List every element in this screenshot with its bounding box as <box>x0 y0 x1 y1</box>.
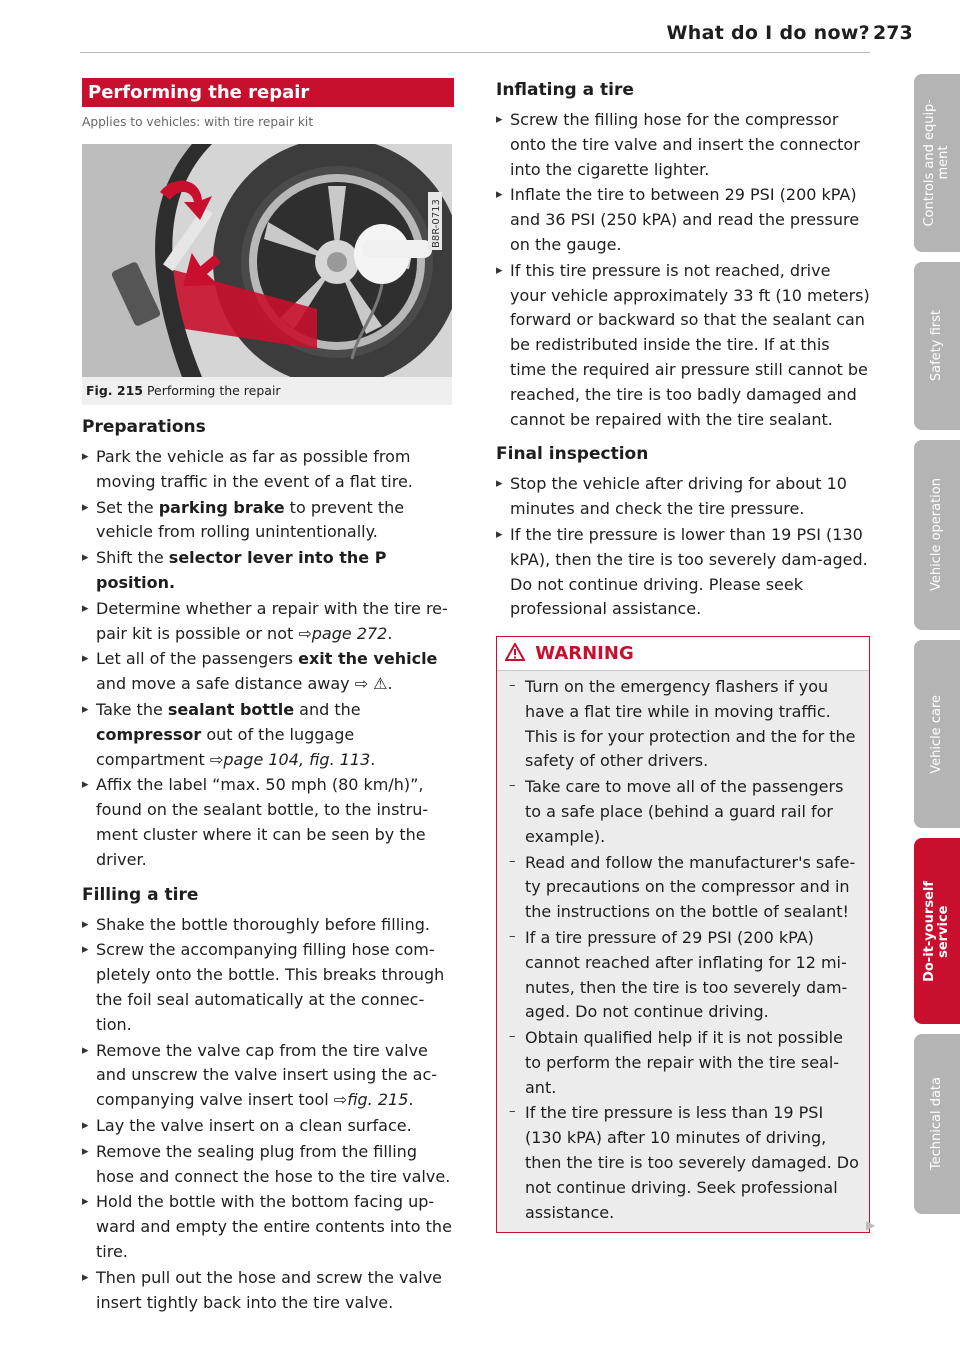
list-item: ▸ Stop the vehicle after driving for about 10 minutes and check the tire pressure. <box>496 472 870 522</box>
list-item: ▸ Determine whether a repair with the tire re-pair kit is possible or not ⇨page 272. <box>82 597 454 647</box>
list-item: ▸ Remove the sealing plug from the filling hose and connect the hose to the tire valve. <box>82 1140 454 1190</box>
figure-reference-link[interactable]: ⇨fig. 215 <box>333 1090 409 1110</box>
applies-note: Applies to vehicles: with tire repair kit <box>82 115 314 129</box>
list-item: ▸ Then pull out the hose and screw the valve insert tightly back into the tire valve. <box>82 1266 454 1316</box>
final-inspection-heading: Final inspection <box>496 444 649 465</box>
list-item: ▸ Shake the bottle thoroughly before filling. <box>82 913 454 938</box>
warning-item: – Obtain qualified help if it is not possible to perform the repair with the tire seal-ant. <box>509 1026 859 1100</box>
list-item: ▸ Screw the filling hose for the compressor onto the tire valve and insert the connector into the cigarette lighter. <box>496 108 870 182</box>
warning-item: – If the tire pressure is less than 19 PSI (130 kPA) after 10 minutes of driving, then the tire is too severely damaged. Do not continue driving. Seek professional assistance. <box>509 1101 859 1225</box>
list-item: ▸ If the tire pressure is lower than 19 PSI (130 kPA), then the tire is too severely dam-aged. Do not continue driving. Please seek professional assistance. <box>496 523 870 622</box>
tab-vehicle-operation[interactable]: Vehicle operation <box>914 440 960 630</box>
running-header: What do I do now? <box>666 22 870 44</box>
tab-technical-data[interactable]: Technical data <box>914 1034 960 1214</box>
tab-do-it-yourself-service[interactable]: Do-it-yourself service <box>914 838 960 1024</box>
figure-code: B8R-0713 <box>431 199 442 248</box>
inflating-list <box>496 108 870 432</box>
preparations-list <box>82 445 454 873</box>
list-item: ▸ Inflate the tire to between 29 PSI (200 kPA) and 36 PSI (250 kPA) and read the pressure on the gauge. <box>496 183 870 257</box>
header-rule <box>80 52 870 53</box>
preparations-heading: Preparations <box>82 417 206 437</box>
section-title: Performing the repair <box>82 78 454 107</box>
warning-item: – Read and follow the manufacturer's safe-ty precautions on the compressor and in the instructions on the bottle of sealant! <box>509 851 859 925</box>
tire-repair-illustration <box>82 144 452 377</box>
list-item: ▸ Screw the accompanying filling hose com-pletely onto the bottle. This breaks through the foil seal automatically at the connec-tion. <box>82 938 454 1037</box>
continue-arrow-icon: ▶ <box>866 1218 876 1232</box>
list-item: ▸ Affix the label “max. 50 mph (80 km/h)”, found on the sealant bottle, to the instru-ment cluster where it can be seen by the driver. <box>82 773 454 872</box>
filling-heading: Filling a tire <box>82 884 199 905</box>
final-inspection-list <box>496 472 870 622</box>
list-item: ▸ If this tire pressure is not reached, drive your vehicle approximately 33 ft (10 meters) forward or backward so that the sealant can be redistributed inside the tire. If at this time the required air pressure still cannot be reached, the tire is too badly damaged and cannot be repaired with the tire sealant. <box>496 259 870 433</box>
list-item: ▸ Hold the bottle with the bottom facing up-ward and empty the entire contents into the tire. <box>82 1190 454 1264</box>
figure-caption <box>82 377 452 405</box>
inflating-heading: Inflating a tire <box>496 80 634 100</box>
left-column <box>82 78 454 1316</box>
warning-box <box>496 636 870 1233</box>
list-item: ▸ Park the vehicle as far as possible from moving traffic in the event of a flat tire. <box>82 445 454 495</box>
warning-header <box>497 637 869 671</box>
warning-item: – If a tire pressure of 29 PSI (200 kPA) cannot reached after inflating for 12 mi-nutes, then the tire is too severely dam-aged. Do not continue driving. <box>509 926 859 1025</box>
warning-item: – Turn on the emergency flashers if you have a flat tire while in moving traffic. This is for your protection and the for the safety of other drivers. <box>509 675 859 774</box>
warning-list <box>509 675 859 1226</box>
list-item: ▸ Lay the valve insert on a clean surface. <box>82 1114 454 1139</box>
page-number: 273 <box>873 22 913 44</box>
list-item: ▸ Set the parking brake to prevent the vehicle from rolling unintentionally. <box>82 496 454 546</box>
figure-215 <box>82 144 452 377</box>
list-item: ▸ Take the sealant bottle and the compressor out of the luggage compartment ⇨page 104, fig. 113. <box>82 698 454 772</box>
figure-caption-text: Performing the repair <box>146 383 281 398</box>
warning-item: – Take care to move all of the passengers to a safe place (behind a guard rail for example). <box>509 775 859 849</box>
list-item: ▸ Shift the selector lever into the P position. <box>82 546 454 596</box>
page-reference-link[interactable]: ⇨page 104, fig. 113 <box>209 749 371 769</box>
page-reference-link[interactable]: ⇨page 272 <box>298 623 388 643</box>
right-column <box>496 78 870 1233</box>
warning-triangle-icon <box>505 643 525 661</box>
tab-safety-first[interactable]: Safety first <box>914 262 960 430</box>
tab-controls-and-equipment[interactable]: Controls and equip- ment <box>914 74 960 252</box>
tab-vehicle-care[interactable]: Vehicle care <box>914 640 960 828</box>
list-item: ▸ Let all of the passengers exit the vehicle and move a safe distance away ⇨ ⚠. <box>82 647 454 697</box>
chapter-tabs <box>914 74 960 1224</box>
figure-label: Fig. 215 <box>86 383 143 398</box>
warning-title: WARNING <box>535 643 634 665</box>
filling-list <box>82 913 454 1316</box>
list-item: ▸ Remove the valve cap from the tire valve and unscrew the valve insert using the ac-companying valve insert tool ⇨fig. 215. <box>82 1039 454 1113</box>
